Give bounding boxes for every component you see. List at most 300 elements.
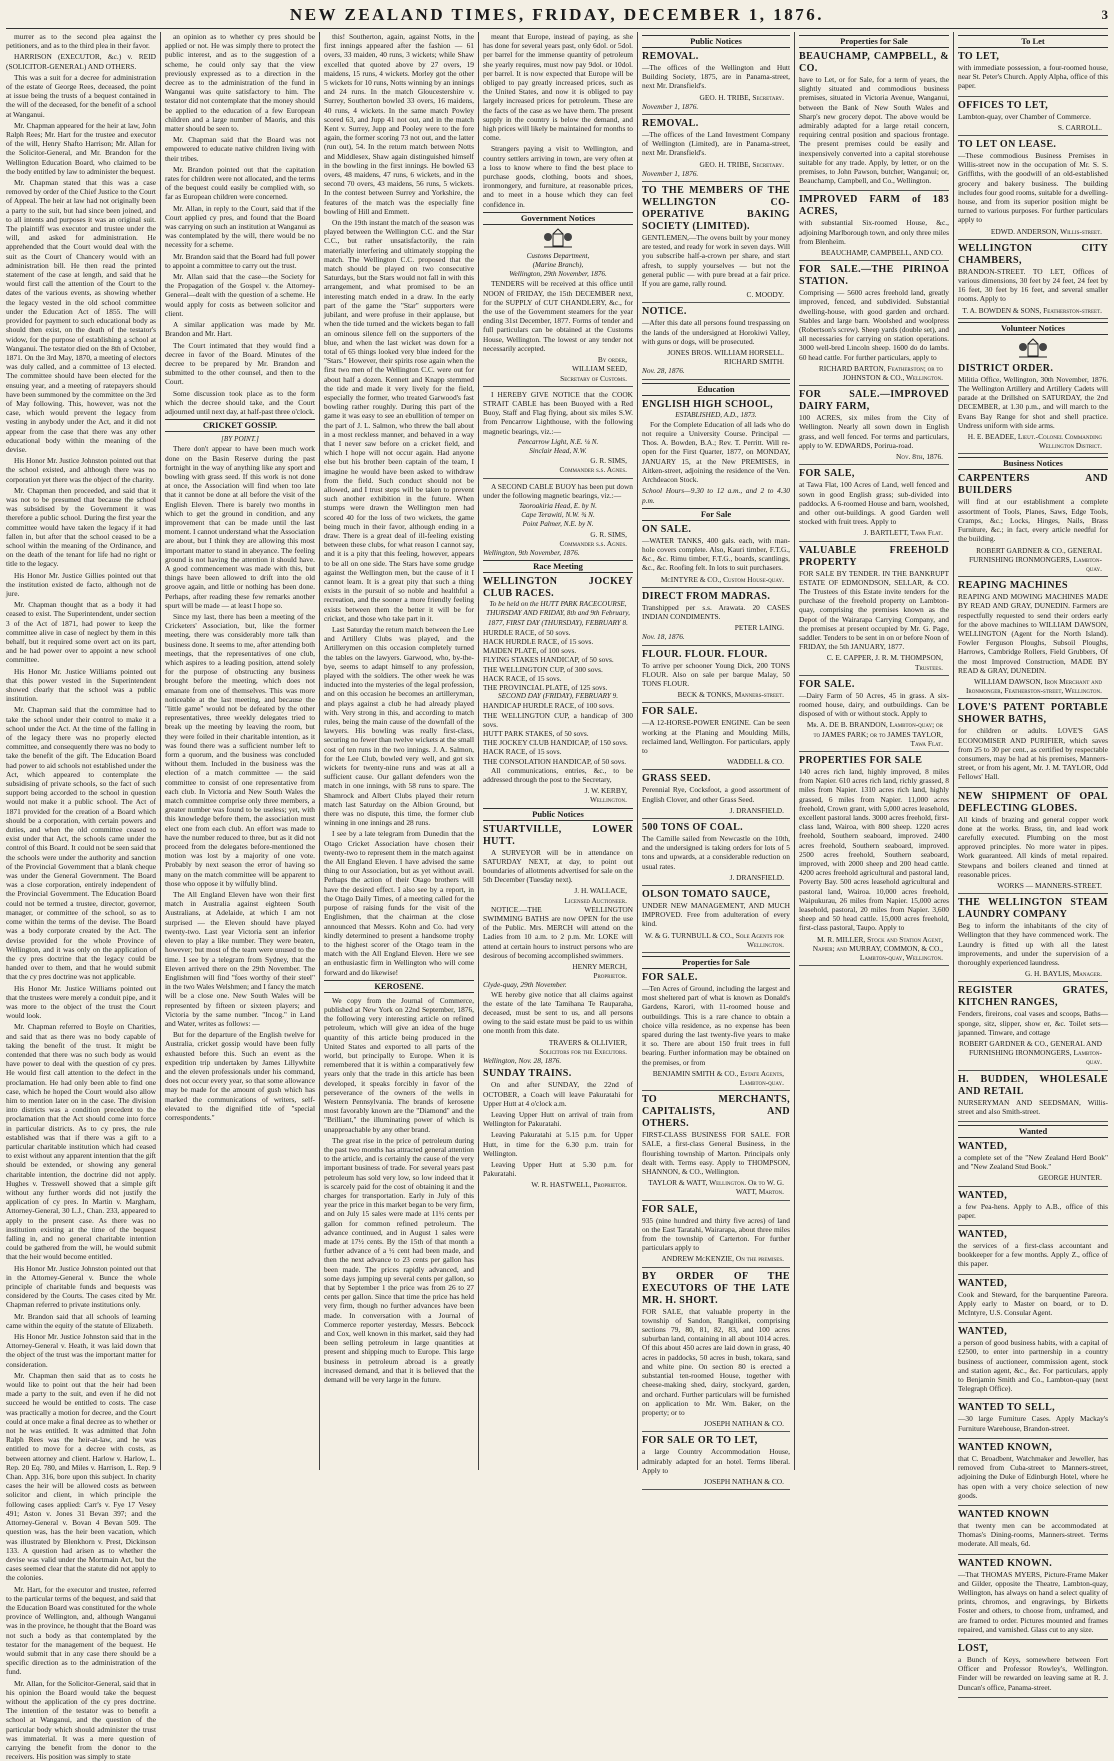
article-paragraph: murrer as to the second plea against the petitioners, and as to the third plea in their favor. xyxy=(6,32,156,51)
section-heading: Properties for Sale xyxy=(642,956,790,969)
race-event: THE WELLINGTON CUP, of 300 sovs. xyxy=(483,664,603,674)
ad-heading: REMOVAL. xyxy=(642,51,699,62)
advertisement xyxy=(958,1326,1108,1399)
ad-heading: FOR SALE, xyxy=(642,1203,698,1215)
ad-body: GENTLEMEN,—The ovens built by your money are tested, and ready for work in seven days. Will you subscribe half-a-crown per share, and start afresh, to supply yourselves — but not the general public — with pure bread at a fair price. If you are game, rally round. xyxy=(642,233,790,289)
article-paragraph: His Honor Mr. Justice Williams pointed out that this power vested in the Superintendent showed clearly that the school was a public institution. xyxy=(6,666,156,704)
ad-heading: ON SALE. xyxy=(642,523,692,535)
ad-body: 100 ACRES, six miles from the City of Wellington. Nearly all sown down in English grass, and well fenced. For terms and particulars, apply to W. EDWARDS, Porirua-road. xyxy=(799,413,949,450)
ad-signature: S. CARROLL. xyxy=(1057,122,1102,132)
customs-date: Wellington, 29th November, 1876. xyxy=(509,270,607,279)
article-paragraph: Mr. Brandon pointed out that the capitation rates for children were not allocated, and the terms of the bequest could easily be complied with, so far as European children were concerned. xyxy=(165,164,316,202)
ad-heading: GRASS SEED. xyxy=(642,773,711,785)
ad-heading: FOR SALE OR TO LET, xyxy=(642,1435,758,1447)
ad-heading: FOR SALE. xyxy=(642,706,698,718)
ad-heading: FOR SALE. xyxy=(799,678,855,690)
advertisement xyxy=(958,1278,1108,1324)
column-7 xyxy=(958,32,1109,1692)
article-paragraph: Mr. Chapman thought that as a body it had ceased to exist. The Superintendent, under section 3 of the Act of 1871, had power to keep the committee alive in case of neglect by them in this behalf, but it required some overt act on its part, and he had power over to appoint a new school committee. xyxy=(6,600,156,665)
advertisement xyxy=(642,118,790,182)
advertisement xyxy=(958,243,1108,319)
race-note: All communications, entries, &c., to be addressed through the post to the Secretary, xyxy=(483,765,633,785)
ad-body: Cook and Steward, for the barquentine Pareora. Apply early to Master on board, or to D. McIntyre, U.S. Consular Agent. xyxy=(958,1289,1108,1318)
ad-heading: IMPROVED FARM of 183 ACRES, xyxy=(799,194,949,218)
ad-heading: FOR SALE, xyxy=(799,468,855,480)
advertisement xyxy=(958,100,1108,136)
ad-signature: RICHARD BARTON, Featherston; or to JOHNSTON & CO., Wellington. xyxy=(818,363,943,383)
byline: [BY POINT.] xyxy=(221,435,259,444)
ad-signature: BEAUCHAMP, CAMPBELL, AND CO. xyxy=(821,248,943,258)
trains-line: Leaving Pakuratahi at 5.15 p.m. for Upper Hutt, in time for the 6.30 p.m. train for Wellington. xyxy=(483,1130,633,1158)
advertisement xyxy=(642,773,790,819)
advertisement xyxy=(958,985,1108,1070)
buoy-title: Commander s.s. Agnes. xyxy=(559,465,627,475)
stuart-sig: J. H. WALLACE, xyxy=(574,886,627,896)
ad-signature: WORKS — MANNERS-STREET. xyxy=(997,880,1102,890)
ad-heading: 500 TONS OF COAL. xyxy=(642,821,744,833)
baths-notice: NOTICE.—THE WELLINGTON SWIMMING BATHS are now OPEN for the use of the Public. Mrs. MERCH will attend on the Ladies from 10 a.m. to 2 p.m. Mr. LOKE will attend at certain hours to instruct persons who are desirous of becoming accomplished swimmers. xyxy=(483,904,633,960)
article-paragraph: Mr. Chapman then proceeded, and said that it was not to be presumed that because the school was subsidised by the Government it was therefore a public school. During the first year the committee would have taken the legacy if it had fallen in, but after that the school ceased to be a school within the meaning of the Ordinance, and on the death of the tenant for life had no right or title to the legacy. xyxy=(6,485,156,569)
section-heading: Race Meeting xyxy=(483,560,633,573)
school-heading: ENGLISH HIGH SCHOOL, xyxy=(642,398,774,410)
ad-heading: TO THE MEMBERS OF THE WELLINGTON CO-OPERATIVE BAKING SOCIETY (LIMITED). xyxy=(642,185,790,233)
section-heading: Properties for Sale xyxy=(799,35,949,48)
ad-signature: WADDELL & CO. xyxy=(727,757,784,767)
ad-signature: C. MOODY. xyxy=(746,290,784,300)
advertisement xyxy=(799,755,949,966)
article-paragraph: Some discussion took place as to the form which the decree should take, and the Court adjourned until next day, at half-past three o'clock. xyxy=(165,388,315,416)
column-rule xyxy=(637,32,638,1470)
customs-body: TENDERS will be received at this office until NOON of FRIDAY, the 15th DECEMBER next, for the SUPPLY of CUT CHANDLERY, &c., for the use of the Government steamers for the year ending 31st December, 1877. Forms of tender and full particulars can be obtained at the Customs House, Wellington. The lowest or any tender not necessarily accepted. xyxy=(483,279,633,353)
article-paragraph: Mr. Allan, for the Solicitor-General, said that in his opinion the Board would take the bequest without the application of the cy pres doctrine. The intention of the testator was to benefit a school at Wanganui, and the question of the particular body which should administer the trust was immaterial. It was a mere question of carrying the benefit from the donor to the receivers. His position was simply to state xyxy=(6,1678,156,1761)
advertisement xyxy=(799,468,949,541)
ad-heading: NEW SHIPMENT OF OPAL DEFLECTING GLOBES. xyxy=(958,790,1108,814)
ad-body: NURSERYMAN AND SEEDSMAN, Willis-street and also Smith-street. xyxy=(958,1097,1108,1116)
bearing: Pencarrow Light, N.E. ¼ N. xyxy=(517,437,599,446)
ad-signature: J. DRANSFIELD. xyxy=(729,872,784,882)
ad-heading: BEAUCHAMP, CAMPBELL, & CO. xyxy=(799,51,949,74)
ad-heading: DIRECT FROM MADRAS. xyxy=(642,590,771,602)
ad-body: Fenders, fireirons, coal vases and scoops, Baths—sponge, sitz, slipper, show er, &c. Toilet sets—japanned. Tinware, and cottage xyxy=(958,1009,1108,1037)
ad-signature: GEO. H. TRIBE, Secretary. xyxy=(699,92,784,102)
ad-body: —The offices of the Wellington and Hutt Building Society, 1875, are in Panama-street, next Mr. Dransfield's. xyxy=(642,63,790,91)
ad-signature: J. BARTLETT, Tawa Flat. xyxy=(863,528,943,538)
buoy2-date: Wellington, 9th November, 1876. xyxy=(483,547,580,557)
advertisement xyxy=(642,1094,790,1200)
ad-signature: ROBERT GARDNER & CO., GENERAL AND FURNISHING IRONMONGERS, Lambton-quay. xyxy=(958,1039,1102,1067)
advertisement xyxy=(642,706,790,770)
column-rule xyxy=(953,32,954,1470)
ad-heading: OLSON TOMATO SAUCE, xyxy=(642,888,771,900)
buoy2-notice: A SECOND CABLE BUOY has been put down under the following magnetic bearings, viz.:— xyxy=(483,481,633,500)
section-heading: For Sale xyxy=(642,508,790,521)
section-heading: Wanted xyxy=(958,1125,1108,1138)
article-paragraph: There don't appear to have been much work done on the Basin Reserve during the past fortnight in the way of anything like any sport and bowling with grass seed. If this work is not done at once, the Association will find when too late that it cannot be done at all before the visit of the English Eleven. There is barely two months in which to get the ground in condition, and any improvement that can be made until the last moment. I cannot understand what the Association are about, but I think they are allowing this most important matter to stand in abeyance. The feeling ground is not having the attention it should have. A good commencement was made with this, but things have been allowed to drift into the old groove again, and little or nothing has been done. Perhaps, after reading these few remarks another spurt will be made — at least I hope so. xyxy=(165,444,315,610)
baths-title: Proprietor. xyxy=(593,971,627,981)
ad-body: at Tawa Flat, 100 Acres of Land, well fenced and sown in good English grass; sub-divided into paddocks. A 6-roomed House and barn, woolshed, and other out-buildings. A good Garden well stocked with fruit trees. Apply to xyxy=(799,480,949,527)
ad-heading: WANTED KNOWN xyxy=(958,1508,1050,1520)
section-heading: Government Notices xyxy=(483,212,633,225)
ad-heading: FLOUR. FLOUR. FLOUR. xyxy=(642,648,768,660)
customs-sig: WILLIAM SEED, xyxy=(571,364,627,374)
ad-body: FIRST-CLASS BUSINESS FOR SALE. FOR SALE, a first-class General Business, in the flourishing township of Marton. Principals only dealt with. Terms easy. Apply to THOMPSON, SHANNON, & CO., Wellington. xyxy=(642,1130,790,1177)
ad-heading: WANTED, xyxy=(958,1141,1008,1153)
ad-body: Transhipped per s.s. Arawata. 20 CASES INDIAN CONDIMENTS. xyxy=(642,602,790,621)
advertisement xyxy=(642,822,790,886)
royal-crest-icon xyxy=(539,228,577,250)
ad-heading: REMOVAL. xyxy=(642,118,699,130)
article-paragraph: an opinion as to whether cy pres should be applied or not. He was simply there to protect the public interest, and as to the suggestion of a scheme, he could only say that the view previously expressed as to a direction in the decree as to the administration of the fund in Wanganui was quite satisfactory to him. The testator did not contemplate that the money should be applied to the education of a few European children and a large number of Maoris, and this matter should be seen to. xyxy=(165,32,315,134)
ad-heading: H. BUDDEN, WHOLESALE AND RETAIL xyxy=(958,1073,1108,1097)
ad-body: —That THOMAS MYERS, Picture-Frame Maker and Gilder, opposite the Theatre, Lambton-quay, Wellington, has always on hand a select quality of prints, chromos, and engravings, by Birketts Foster and others, to choose from, unframed, and are framed to order. Pictures mounted and frames repaired, and varnished. Glass cut to any size. xyxy=(958,1569,1108,1634)
ad-heading: TO LET ON LEASE. xyxy=(958,139,1057,151)
ad-body: Beg to inform the inhabitants of the city of Wellington that they have commenced work. The Laundry is fitted up with all the latest improvements, and under the supervision of a thoroughly experienced laundress. xyxy=(958,921,1108,967)
advertisement xyxy=(799,679,949,752)
race-second: SECOND DAY (FRIDAY), FEBRUARY 9. xyxy=(497,692,619,701)
ad-signature: BECK & TONKS, Manners-street. xyxy=(677,690,784,700)
ad-heading: REAPING MACHINES xyxy=(958,580,1069,592)
race-event: THE JOCKEY CLUB HANDICAP, of 150 sovs. xyxy=(483,738,628,748)
ad-signature: G. H. BAYLIS, Manager. xyxy=(1024,969,1102,979)
ad-body: The Camille sailed from Newcastle on the 10th, and the undersigned is taking orders for lots of 5 tons and upwards, at a considerable reduction on usual rates. xyxy=(642,833,790,871)
ad-body: —After this date all persons found trespassing on the lands of the undersigned at Horokiwi Valley, with guns or dogs, will be prosecuted. xyxy=(642,318,790,346)
ad-body: All kinds of brazing and general copper work done at the works. Brass, tin, and lead work carefully executed. Plumbing on the most approved principles. No more water in pipes. Work guaranteed. All kinds of metal repaired. Stewpans and boilers cleaned and tinned at reasonable prices. xyxy=(958,814,1108,879)
ad-heading: PROPERTIES FOR SALE xyxy=(799,754,923,766)
trains-sig: W. R. HASTWELL, Proprietor. xyxy=(531,1180,627,1190)
ad-heading: NOTICE. xyxy=(642,306,687,318)
advertisement xyxy=(958,1643,1108,1698)
column-4 xyxy=(483,32,633,1470)
masthead-title: NEW ZEALAND TIMES, FRIDAY, DECEMBER 1, 1876. xyxy=(289,5,825,24)
advertisement xyxy=(958,1074,1108,1122)
school-sub: ESTABLISHED, A.D., 1873. xyxy=(675,410,757,419)
column-rule xyxy=(319,32,320,1470)
section-heading: CRICKET GOSSIP. xyxy=(165,419,315,432)
article-paragraph: Mr. Brandon said that all schools of learning came within the equity of the statute of Elizabeth. xyxy=(6,1311,156,1330)
article-paragraph: this! Southerton, again, against Notts, in the first innings appeared after the fashion — 61 overs, 33 maiden, 40 runs, 3 wickets; while Shaw excelled that quoted above by 27 overs, 19 maidens, 15 runs, 4 wickets. Morley got the other 5 wickets for 10 runs, Notts winning by an innings and 24 runs. In the match Gloucestershire v. Surrey, Southerton bowled 33 overs, 16 maidens, 40 runs, 4 wickets. In the same match Powley scored 63, and Jupp 41 not out, and in the match Kent v. Surrey, Jupp and Pooley were to the fore again, the former scoring 73 not out, and the latter (run out), 54. In the return match between Notts and Middlesex, Shaw again distinguished himself in the bowling in the first innings. He bowled 63 overs, 48 maidens, 47 runs, 6 wickets, and in the second 70 overs, 43 maidens, 56 runs, 5 wickets. In the contest between Surrey and Yorkshire, the features of the match was the especially fine bowling of Hill and Emmett. xyxy=(324,32,474,216)
advertisement xyxy=(958,1509,1108,1555)
ad-signature: M. R. MILLER, Stock and Station Agent, Napier; and MURRAY, COMMON, & CO., Lambton-quay, Wellington. xyxy=(812,934,943,963)
buoy-notice: I HEREBY GIVE NOTICE that the COOK STRAIT CABLE has been Buoyed with a Red Buoy, Staff and Flag flying, about six miles S.W. from Pencarrow Lighthouse, with the following magnetic bearings, viz.:— xyxy=(483,389,633,436)
buoy2-title: Commander s.s. Agnes. xyxy=(559,538,627,548)
ad-heading: WANTED, xyxy=(958,1229,1008,1241)
trains-line: Leaving Upper Hutt at 5.30 p.m. for Pakuratahi. xyxy=(483,1159,633,1179)
advertisement xyxy=(642,972,790,1091)
ad-heading: FOR SALE. xyxy=(642,972,698,983)
advertisement xyxy=(958,580,1108,699)
article-paragraph: His Honor Mr. Justice Johnston said that in the Attorney-General v. Heath, it was laid down that the object of the trust was the important matter for consideration. xyxy=(6,1332,156,1369)
ad-body: have to Let, or for Sale, for a term of years, the slightly situated and commodious business premises, situated in Victoria Avenue, Wanganui, between the Bank of New South Wales and Sharp's new grocery depot. The above would be admirably adapted for a large retail concern, requiring central position and spacious frontage. The present premises could be easily and inexpensively converted into a capital storehouse suitable for any trade. Apply, by letter, or on the premises, to John Pawson, butcher, Wanganui; or, Beauchamp, Campbell, and Co., Wellington. xyxy=(799,75,949,186)
ad-date: Nov. 18, 1876. xyxy=(642,632,685,642)
baths-sig: HENRY MERCH, xyxy=(572,962,627,972)
article-paragraph: Mr. Chapman then said that as to costs he would like to point out that the heir had been made a party to the suit, and even if he did not succeed he would be entitled to costs. The case was practically a motion for decree, and the Court could at once make a final decree as to whether or not he was entitled. It was admitted that John Ralph Rees was the heir-at-law, and he was entitled to move for a decree with costs, as between attorney and client. Harlow v. Harlow, L. Rep. 20 Eq. 780, and Miles v. Harrison, L. Rep. 9 Chan. App. 316, bore upon this subject. In charity cases the heir will be allowed costs as between solicitor and client, in which principle the following cases applied: Carr's v. Fye 17 Vesey 491; Aston v. Jones 31 Bevan 397; and the Attorney-General v. Bovan 4 Bevan 509. The question was, has the heir been vacation, which was illustrated by Blenkhorn v. Prest, Dickinson 133. A question had arisen as to whether the devise was valid under the Mortmain Act, but the cases seemed clear that the statute did not apply to the colonies. xyxy=(6,1370,156,1583)
ad-signature: J. DRANSFIELD. xyxy=(729,805,784,815)
advertisement xyxy=(799,389,949,465)
ad-heading: WANTED KNOWN. xyxy=(958,1557,1053,1569)
ad-heading: FOR SALE.—IMPROVED DAIRY FARM, xyxy=(799,389,949,413)
advertisement xyxy=(799,51,949,191)
ad-body: —Ten Acres of Ground, including the largest and most sheltered part of what is known as Donald's Gardens, Karori, with 11-roomed house and outbuildings. This is a rare chance to obtain a choice villa residence, as no expense has been spared during the last twenty-five years to make it so. There are about 150 fruit trees in full bearing. Further information may be obtained on the premises, or from xyxy=(642,984,790,1067)
ad-heading: DISTRICT ORDER. xyxy=(958,362,1054,374)
buoy2-sig: G. R. SIMS, xyxy=(590,529,627,539)
article-paragraph: Mr. Chapman stated that this was a case removed by order of the Chief Justice to the Court of Appeal. The heir at law had not originally been a party to the suit, but had since been joined, and to all intents and purposes it was an original suit. The plaintiff was executor and trustee under the will, and asked for administration. He apprehended that the Court would deal with the suit as the Court of Chancery would with an administration bill. He then read the printed statement of the case at length, and said that he would first call the attention of the Court to the dates of the various events, as showing whether the legacy vested in the old school committee under the Education Act of 1855. The will provided for payment to such educational body as should then exist, on the death of the testator's widow, for the purpose of establishing a school at Wanganui. The testator died on the 8th of October, 1871. On the 3rd May, 1870, a meeting of electors was duly called, and a committee of 13 elected. The committee should have been elected for the ensuing year, and a meeting of ratepayers should have been summoned by the committee on the 3rd of May following. This, however, was not the case, which would prevent the legacy from vesting in anybody under the Act, and it did not appear from the case that there was any other educational body within the meaning of the devise. xyxy=(6,178,156,454)
race-event: HURDLE RACE, of 50 sovs. xyxy=(483,627,571,637)
ad-body: —WATER TANKS, 400 gals. each, with man-hole covers complete. Also, Kauri timber, F.T.G., &c., &c. Rimu timber, F.T.G., boards, scantlings, &c., &c. Roofing felt. In lots to suit purchasers. xyxy=(642,535,790,573)
article-paragraph: Mr. Allan, in reply to the Court, said that if the Court applied cy pres, and found that the Board was carrying on such an institution at Wanganui as was contemplated by the will, there would be no necessity for a scheme. xyxy=(165,203,315,250)
customs-sub: (Marine Branch), xyxy=(532,261,584,270)
customs-title: Secretary of Customs. xyxy=(560,373,627,383)
advertisement xyxy=(642,306,790,379)
ad-signature: C. E. CAPPER, J. R. M. THOMPSON, Trustees. xyxy=(826,653,943,672)
ad-heading: WANTED, xyxy=(958,1189,1008,1201)
advertisement xyxy=(642,185,790,303)
ad-signature: ROBERT GARDNER & CO., GENERAL FURNISHING IRONMONGERS, Lambton-quay. xyxy=(968,545,1102,573)
advertisement xyxy=(642,1271,790,1433)
ad-body: Militia Office, Wellington, 30th November, 1876. The Wellington Artillery and Artillery Cadets will parade at the Drillshed on SATURDAY, the 2nd DECEMBER, at 1.30 p.m., and will march to the Evans Bay Range for shot and shell practice. Undress uniform with side arms. xyxy=(958,374,1108,430)
ad-body: FOR SALE BY TENDER. IN THE BANKRUPT ESTATE OF EDMONDSON, SELLAR, & CO. The Trustees of this Estate invite tenders for the purchase of the freehold property on Lambton-quay, comprising the premises known as the Depot of the Wairarapa Carrying Company, and the premises at present occupied by Mr. G. Page, saddler. Tenders to be sent in on or before Noon of FRIDAY, the 5th JANUARY, 1877. xyxy=(799,568,949,652)
article-paragraph: His Honor Mr. Justice Johnston pointed out that in the Attorney-General v. Bunce the whole principle of charitable funds and bequests was considered by the Courts. The cases cited by Mr. Chapman referred to private institutions only. xyxy=(6,1263,156,1310)
article-paragraph: On the 19th instant the match of the season was played between the Wellington C.C. and the Star C.C., but rather unsatisfactorily, the rain materially interfering and ultimately stopping the match. The Wellington C.C. proposed that the match should be played on two consecutive Saturdays, but the Stars would not fall in with this arrangement, and what promised to be an interesting match ended in a draw. In the early part of the game the "Star" supporters were jubilant, and were profuse in their applause, but when the tide turned and the wickets began to fall an ominous silence fell on the supporters of the blue, and when the last wicket was down for a total of 65 things looked very blue indeed for the "Stars." However, their spirits rose again when the first two men of the Wellington C.C. were out for about half a dozen. Kennett and Knapp stemmed the tide and made it very lively for the field, especially the former, who treated Garwood's fast bowling rather roughly. During this part of the game it was easy to see an ebullition of temper on the part of J. L. Salmon, who threw the ball about in a most reckless manner, and behaved in a way that I never saw before on a cricket field, and which I hope will not occur again. Had anyone else but his brother been captain of the team, I imagine he would have been asked to withdraw from the field. Such conduct should not be allowed, and I trust steps will be taken to prevent such another exhibition in the future. When stumps were drawn the Wellington men had scored 40 for the loss of two wickets, the game being much in their favor, although ending in a draw. There is a great deal of ill-feeling existing between these clubs, for what reason I cannot say, and it is a pity that this feeling, however, appears to be all on one side. The Stars have some grudge against the Wellington men, but the cause of it I cannot learn. It is a great pity that such a thing exists in the pursuit of so noble and healthful a recreation, and the sooner a more friendly feeling exists between them the better it will be for cricket, and those who take part in it. xyxy=(324,218,474,623)
ad-body: will find at our establishment a complete assortment of Tools, Planes, Saws, Edge Tools, Cramps, &c.; Locks, Hinges, Nails, Brass Furniture, &c.; in fact, every article needful for the building. xyxy=(958,497,1108,544)
school-hours: School Hours—9.30 to 12 a.m., and 2 to 4.30 p.m. xyxy=(642,486,790,505)
ad-heading: REGISTER GRATES, KITCHEN RANGES, xyxy=(958,985,1108,1009)
column-rule xyxy=(794,32,795,1470)
ad-body: 140 acres rich land, highly improved, 8 miles from Napier. 610 acres rich land, richly grassed, 8 miles from Napier. 1310 acres rich land, highly grassed, 6 miles from Napier. 11,000 acres freehold, Crown grant, with 5,000 acres leasehold, excellent pastoral lands. 3000 acres freehold, first-class land, Wairoa, with 800 sheep. 1220 acres freehold, Southern seaboard, improved. 2400 acres freehold, Southern seaboard, improved. 2500 acres freehold, Southern seaboard, improved, with 2000 sheep and 200 head cattle. 4200 acres freehold agricultural and pastoral land, Poverty Bay. 500 acres leasehold agricultural and pastoral land, Wairoa. 10,000 acres freehold, Waipukurau, 26 miles from Napier. 15,000 acres leasehold, pastoral, 20 miles from Napier. 3,600 sheep and 50 head cattle. 15,000 acres freehold, first-class pastoral, Taupo. Apply to xyxy=(799,766,949,933)
masthead xyxy=(6,5,1108,29)
ad-date: November 1, 1876. xyxy=(642,101,699,111)
buoy-sig: G. R. SIMS, xyxy=(590,456,627,466)
article-paragraph: Mr. Chapman referred to Boyle on Charities, and said that as there was no body capable of taking the benefit of the trust. It might be contended that there was no such body as would have power to deal with the question of cy pres. He would first call attention to the defect in the proclamation. He had only been able to find one case, which he hoped the Court would also allow him to mention later on in the case. The division into districts was a condition precedent to the proclamation that the Act should come into force in particular districts. As to cy pres, the rule established was that if there was a gift to a particular charitable institution which had ceased to exist without any apparent intention that the gift should be extended, or showing any general charitable intention, the doctrine did not apply. Hughes v. Tresswell showed that a simple gift without any further words did not justify the application of cy pres. In Martin v. Margham, Attorney-General, 30 L.J., Chan. 233, appeared to apply to the present case. As there was no institution existing at the time of the bequest falling in, and no general charitable intention could be gathered from the will, he would submit that the heir would become entitled. xyxy=(6,1022,156,1262)
article-paragraph: His Honor Mr. Justice Gillies pointed out that the institution existed de facto, although not de jure. xyxy=(6,570,156,598)
ad-heading: FOR SALE.—THE PIRINOA STATION. xyxy=(799,264,949,288)
stuart-heading: STUARTVILLE, LOWER HUTT. xyxy=(483,823,633,847)
advertisement xyxy=(958,1190,1108,1226)
section-heading: To Let xyxy=(958,35,1108,48)
column-5 xyxy=(642,32,790,1486)
article-paragraph: Mr. Brandon said that the Board had full power to appoint a committee to carry out the trust. xyxy=(165,251,315,270)
ad-body: —A 12-HORSE-POWER ENGINE. Can be seen working at the Planing and Moulding Mills, reclaimed land, Wellington. For particulars, apply to xyxy=(642,718,790,755)
advertisement xyxy=(958,363,1108,455)
ad-body: a person of good business habits, with a capital of £2500, to enter into partnership in a country business of auctioneer, commission agent, stock and station agent, &c., &c. For particulars, apply to Benjamin Smith and Co., Lambton-quay (next Telegraph Office). xyxy=(958,1338,1108,1394)
article-paragraph: The All England Eleven have won their first match in Australia against eighteen South Australians, at Adelaide, at which I am not surprised — the Eleven should have played twenty-two. Last year Victoria sent an inferior eleven to play a like number. They were beaten, however; but most of the team were unused to the time. I see by a telegram from Sydney, that the Eleven arrived there on the 29th November. The Englishmen will find "foes worthy of their steel" in the two Wales Welshmen; and I fancy the match will be a close one. New South Wales will be represented by fifteen or sixteen players; and Victoria by the same number. "Incog." in Land and Water, writes as follows: — xyxy=(165,890,315,1028)
ad-signature: JONES BROS. WILLIAM HORSELL. RICHARD SMITH. xyxy=(667,348,784,367)
ad-body: REAPING AND MOWING MACHINES MADE BY READ AND GRAY, DUNEDIN. Farmers are respectfully requested to send their orders early for the above machines to WILLIAM DAWSON, WELLINGTON (Agent for the North Island). Fowler Ferguson Ploughs, Subsoil Ploughs, Harrows, Cambridge Rollers, Field Grubbers, Of the most Improved Construction, MADE BY READ & GRAY, DUNEDIN. xyxy=(958,592,1108,675)
race-heading: WELLINGTON JOCKEY CLUB RACES. xyxy=(483,576,633,600)
article-paragraph: meant that Europe, instead of paying, as she has done for several years past, only 6dol. or 5dol. per barrel for the immense quantity of petroleum she yearly requires, must now pay 9dol. or 10dol. per barrel. It is now expected that Europe will be obliged to pay greatly increased prices, such as the United States, and now it is obliged to pay largely increased prices for petroleum. These are the facts of the case as we have them. The present supply in the country is below the demand, and high prices will likely be maintained for months to come. xyxy=(483,32,633,143)
ad-body: for children or adults. LOVE'S GAS ECONOMISER AND PURIFIER, which saves from 25 to 30 per cent., as certified by respectable consumers, may be had at his premises, Manners-street, or from his agent, Mr. J. M. TAYLOR, Odd Fellows' Hall. xyxy=(958,726,1108,782)
claims-notice: WE hereby give notice that all claims against the estate of the late Tamihana Te Rauparaha, deceased, must be sent to us, and all persons owing to the said estate must be paid to us within one month from this date. xyxy=(483,989,633,1036)
race-place: Wellington. xyxy=(589,795,627,805)
bearing: Point Palmer, N.E. by N. xyxy=(522,520,594,529)
advertisement xyxy=(642,649,790,704)
ad-body: BRANDON-STREET. TO LET, Offices of various dimensions, 30 feet by 24 feet, 24 feet by 16 feet, 30 feet by 16 feet, and several smaller rooms. Apply to xyxy=(958,266,1108,304)
advertisement xyxy=(642,524,790,588)
advertisement xyxy=(642,889,790,953)
race-dates: THURSDAY AND FRIDAY, 8th and 9th February, 1877, FIRST DAY (THURSDAY), FEBRUARY 8. xyxy=(486,609,630,627)
race-event: THE PROVINCIAL PLATE, of 125 sovs. xyxy=(483,682,608,692)
race-sub: To be held on the HUTT PARK RACECOURSE, xyxy=(489,600,627,609)
ad-heading: TO LET, xyxy=(958,51,1000,62)
advertisement xyxy=(958,1229,1108,1275)
ad-heading: BY ORDER OF THE EXECUTORS OF THE LATE MR. H. SHORT. xyxy=(642,1270,790,1306)
section-heading: Volunteer Notices xyxy=(958,322,1108,335)
ad-body: the services of a first-class accountant and bookkeeper for a few months. Apply Z., office of this paper. xyxy=(958,1241,1108,1269)
race-event: HACK RACE, of 15 sovs. xyxy=(483,747,562,757)
ad-signature: H. E. BEADEE, Lieut.-Colonel Commanding Wellington District. xyxy=(967,432,1102,451)
ad-heading: OFFICES TO LET, xyxy=(958,99,1049,111)
column-3 xyxy=(324,32,474,1470)
section-heading: Public Notices xyxy=(642,35,790,48)
bearing: Sinclair Head, N.W. xyxy=(529,446,587,455)
article-paragraph: This was a suit for a decree for administration of the estate of George Rees, deceased, the point at issue being the trusts of a bequest contained in the will of the deceased, for the benefit of a school at Wanganui. xyxy=(6,72,156,119)
ad-signature: PETER LAING. xyxy=(734,623,784,633)
advertisement xyxy=(642,1204,790,1268)
bearing: Cape Terawiti, N.W. ¾ N. xyxy=(521,511,595,520)
ad-signature: JOSEPH NATHAN & CO. xyxy=(703,1476,784,1486)
ad-body: Lambton-quay, over Chamber of Commerce. xyxy=(958,111,1091,121)
article-paragraph: I see by a late telegram from Dunedin that the Otago Cricket Association have chosen their twenty-two to represent them in the match against the All England Eleven. I have advised the same thing to our Association, but as yet without avail. Perhaps the action of their Otago brothers will have the desired effect. I also see by a report, in the Otago Daily Times, of a meeting called for the purpose of raising funds for the visit of the Englishmen, that the chairman at the close announced that Messrs. Kohn and Co. had very kindly determined to present a handsome trophy to the highest scorer of the Otago team in the match with the All England Eleven. Here we see an enthusiastic firm in Wellington who will come forward and do likewise! xyxy=(324,829,474,977)
ad-signature: Mr. A. DE B. BRANDON, Lambton-quay; or to JAMES PARK; or to JAMES TAYLOR, Tawa Flat. xyxy=(806,720,943,748)
article-paragraph: Last Saturday the return match between the Lee and Artillery Clubs was played, and the Artillerymen on this occasion completely turned the tables on the lawyers. Garwood, who, by-the-bye, seems to adapt himself to any profession, played with the soldiers. The other week he was inducted into the mysteries of the legal profession, and on this occasion he becomes an artilleryman, and plays against a club he had already played with. Very strong in this, and according to match rules, being the main cause of the downfall of the lawyers. His bowling was really first-class, securing no fewer than twelve wickets at the small cost of ten runs in the two innings. J. A. Salmon, for the Lee Club, bowled very well, and got six wickets for twenty-nine runs and was at all a sufficient cause. Our gallant defenders won the match in one innings, with 58 runs to spare. The Shamrock and Albert Clubs played their return match last Saturday on the Albion Ground, but there was no dispute, this time, the former club winning in one innings and 28 runs. xyxy=(324,625,474,828)
article-paragraph: Mr. Hart, for the executor and trustee, referred to the particular terms of the bequest, and said that the Education Board was constituted for the whole province of Wellington, and, although Wanganui was in the province, he thought that the Board was not such a body as that contemplated by the testator for the management of the bequest. He would submit that in any case there should be a specific direction as to the administration of the fund. xyxy=(6,1584,156,1677)
divider xyxy=(483,475,633,479)
article-paragraph: We copy from the Journal of Commerce, published at New York on 22nd September, 1876, the following very interesting article on refined petroleum, which will give an idea of the huge quantity of this article being produced in the United States and exported to all parts of the world, but principally to Europe. When it is remembered that it is within a comparatively few years only that the trade in this article has been developed, it speaks forcibly in favor of the perseverance of the owners of the wells in Western Pennsylvania. The brands of kerosene most favorably known are the "Diamond" and the "Brilliant," the illuminating power of which is unapproachable by any other brand. xyxy=(324,995,474,1134)
ad-heading: LOVE'S PATENT PORTABLE SHOWER BATHS, xyxy=(958,702,1108,726)
stuart-body: A SURVEYOR will be in attendance on SATURDAY NEXT, at day, to point out boundaries of allotments advertised for sale on the 5th December (Tuesday next). xyxy=(483,847,633,885)
race-event: HUTT PARK STAKES, of 50 sovs. xyxy=(483,729,589,738)
ad-signature: Nov. 8th, 1876. xyxy=(896,452,943,462)
race-sig: J. W. KERBY, xyxy=(584,786,627,796)
column-6 xyxy=(799,32,949,1470)
school-body: For the Complete Education of all lads who do not require a University Course. Principal — Thos. A. Bowden, B.A.; Rev. T. Perritt. Will re-open for the First Quarter, 1877, on MONDAY, JANUARY 15, at the New PREMISES, in Aitken-street, adjoining the residence of the Ven. Archdeacon Stock. xyxy=(642,419,790,485)
ad-signature: JOSEPH NATHAN & CO. xyxy=(703,1419,784,1429)
ad-date: November 1, 1876. xyxy=(642,168,699,178)
section-heading: Education xyxy=(642,383,790,396)
ad-heading: WANTED TO SELL, xyxy=(958,1402,1056,1414)
race-event: THE CONSOLATION HANDICAP, of 50 sovs. xyxy=(483,756,627,766)
claims-date: Wellington, Nov. 28, 1876. xyxy=(483,1056,562,1066)
trains-heading: SUNDAY TRAINS. xyxy=(483,1068,572,1080)
race-event: THE WELLINGTON CUP, a handicap of 300 sovs. xyxy=(483,710,633,729)
ad-signature: McINTYRE & CO., Custom House-quay. xyxy=(660,574,784,584)
article-paragraph: But for the departure of the English twelve for Australia, cricket gossip would have been fully exhausted before this. Such an event as the expedition trip undertaken by James Lillywhite and the eleven professionals under his command, does not occur every year, so that some allowance may be made for the amount of gush which has marked the communications of writers, self-elevated to the dignified title of "special correspondents." xyxy=(165,1030,315,1122)
article-paragraph: His Honor Mr. Justice Johnston pointed out that the school existed, and although there was no corporation yet there was the object of the charity. xyxy=(6,456,156,484)
ad-heading: WANTED KNOWN, xyxy=(958,1441,1053,1453)
baths-date: Clyde-quay, 29th November. xyxy=(483,980,567,990)
advertisement xyxy=(958,1402,1108,1438)
ad-date: Nov. 28, 1876. xyxy=(642,366,685,376)
ad-signature: ANDREW McKENZIE, On the premises. xyxy=(661,1254,784,1264)
advertisement xyxy=(958,1442,1108,1506)
ad-heading: TO MERCHANTS, CAPITALISTS, AND OTHERS. xyxy=(642,1094,790,1130)
stuart-title: Licensed Auctioneer. xyxy=(564,895,627,905)
article-paragraph: Mr. Chapman said that the Board was not empowered to educate native children living with their tribes. xyxy=(165,135,315,163)
ad-body: —These commodious Business Premises in Willis-street now in the occupation of Mr. S. S. Griffiths, with the goodwill of an old-established grocery and bakery business. The building includes four good rooms, suitable for a dwelling-house, and from its superior position might be turned to various purposes. For further particulars apply to xyxy=(958,151,1108,225)
article-paragraph: Strangers paying a visit to Wellington, and country settlers arriving in town, are very often at a loss to know where to find the best place to purchase goods, clothing, boots and shoes, ironmongery, and furniture, at reasonable prices, and to meet in a house which they can feel confidence in. xyxy=(483,144,633,209)
ad-body: —The offices of the Land Investment Company of Wellington (Limited), are in Panama-street, next Mr. Dransfield's. xyxy=(642,130,790,158)
advertisement xyxy=(642,591,790,646)
ad-heading: WELLINGTON CITY CHAMBERS, xyxy=(958,242,1108,266)
ad-body: with immediate possession, a four-roomed house, near St. Peter's Church. Apply Alpha, office of this paper. xyxy=(958,63,1109,91)
section-heading: Business Notices xyxy=(958,457,1108,470)
ad-heading: CARPENTERS AND BUILDERS xyxy=(958,473,1108,497)
ad-body: Perennial Rye, Cocksfoot, a good assortment of English Clover, and other Grass Seed. xyxy=(642,785,790,804)
article-paragraph: His Honor Mr. Justice Williams pointed out that the trustees were merely a conduit pipe, and it was more to the object of the trust the Court would look. xyxy=(6,983,156,1021)
advertisement xyxy=(642,51,790,115)
article-paragraph: HARRISON (EXECUTOR, &c.) v. REID (SOLICITOR-GENERAL) AND OTHERS. xyxy=(6,52,156,71)
ad-body: 935 (nine hundred and thirty five acres) of land on the East Taratahi, Wairarapa, about three miles from the township of Carterton. For further particulars apply to xyxy=(642,1215,790,1253)
column-rule xyxy=(160,32,161,1470)
ad-body: that twenty men can be accommodated at Thomas's Dining-rooms, Manners-street. Terms moderate. All meals, 6d. xyxy=(958,1520,1108,1549)
race-event: HANDICAP HURDLE RACE, of 100 sovs. xyxy=(483,701,614,711)
race-event: HACK HURDLE RACE, of 15 sovs. xyxy=(483,636,594,646)
ad-body: FOR SALE, that valuable property in the township of Sandon, Rangitikei, comprising sections 79, 80, 81, 82, 83, and 100 acres suburban land, containing in all about 1014 acres. Of this about 450 acres are laid down in grass, 40 acres in paddocks, 50 acres in bush, tokara, sand and white pine. On section 80 is erected a substantial ten-roomed House, together with cheese-making shed, dairy, stockyard, garden, and orchard. Further particulars will be furnished on application to Mr. Wm. Baker, on the property; or to xyxy=(642,1306,790,1417)
advertisement xyxy=(958,897,1108,982)
article-paragraph: Mr. Chapman appeared for the heir at law, John Ralph Rees; Mr. Hart for the trustee and executor of the will, Henry Shafto Harrison; Mr. Allan for the Solicitor-General, and Mr. Brandon for the Wellington Education Board, who claimed to be the body entitled by law to administer the bequest. xyxy=(6,120,156,176)
column-1 xyxy=(6,32,156,1761)
advertisement xyxy=(958,139,1108,240)
page-number: 3 xyxy=(1101,7,1108,22)
ad-signature: T. A. BOWDEN & SONS, Featherston-street. xyxy=(962,305,1102,315)
ad-heading: LOST, xyxy=(958,1642,989,1654)
section-heading: Public Notices xyxy=(483,808,633,821)
article-paragraph: The great rise in the price of petroleum during the past two months has attracted general attention to the article, and is certainly the cause of the very important business of trade. For several years past petroleum has sold very low, so low indeed that it is scarcely paid for the cost of obtaining it and the charges for transportation. Early in July of this year the price in this market began to be very firm, and on July 15 sales were made at 11½ cents per gallon for common refined petroleum. The advance continued, and in August 1 sales were made at 17½ cents. By the 15th of that month a further advance of a ½ cent had been made, and then the next advance to 23 cents per gallon has been made. The prices rapidly advanced, and some days jumping up several cents per gallon, so that by September 1 the price was from 26 to 27 cents per gallon. Since that time the price has held very firm, though no further advances have been made. In conversation with a Journal of Commerce reporter yesterday, Messrs. Bebcock and Cox, well known in this market, said they had been selling petroleum in large quantities at present and shipping much to Europe. This large business in petroleum abroad is a greatly increased demand, and that it is believed that the demand will be very large in the future. xyxy=(324,1135,475,1385)
ad-body: —Dairy Farm of 50 Acres, 45 in grass. A six-roomed house, dairy, and outbuildings. Can be disposed of with or without stock. Apply to xyxy=(799,690,949,719)
ad-heading: WANTED, xyxy=(958,1326,1008,1338)
ad-signature: TAYLOR & WATT, Wellington. Or to W. G. WATT, Marton. xyxy=(648,1178,784,1197)
advertisement xyxy=(642,1435,790,1490)
article-paragraph: Since my last, there has been a meeting of the Cricketers' Association, but, like the former meeting, there was considerably more talk than business done. It seems to me, after attending both meetings, that the representatives of one club, which aspires to a leading position, attend solely for the purpose of obstructing any business brought before the meeting, which does not emanate from one of themselves. This was more noticeable at the last meeting, and because the "little game" would not be defeated by the other representatives, three weekly delegates tried to break up the meeting by leaving the room, but they were foiled in their charitable intention, as it was found there was a sufficient number left to form a quorum, and the business was concluded without them. Included in the business was the election of a match committee — the said committee to consist of one representative from each club. In Victoria and New South Wales the match committee comprise only three members, a greater number was found to be useless; yet, with this knowledge before them, the association must elect one from each club. An effort was made to have the number reduced to three, but as it did not proceed from the delegates before-mentioned the motion was lost by a majority of one vote. Probably by next season the error of having so many on the match committee will be apparent to those who oppose it by wilfully blind. xyxy=(165,611,315,888)
ad-signature: WILLIAM DAWSON, Iron Merchant and Ironmonger, Featherston-street, Wellington. xyxy=(965,676,1102,696)
ad-signature: BENJAMIN SMITH & CO., Estate Agents, Lambton-quay. xyxy=(652,1068,784,1088)
column-rule xyxy=(478,32,479,1470)
advertisement xyxy=(958,1558,1108,1640)
article-paragraph: A similar application was made by Mr. Brandon and Mr. Hart. xyxy=(165,320,315,339)
ad-body: Comprising — 5600 acres freehold land, greatly improved, fenced, and subdivided. Substantial dwelling-house, with good garden and orchard. Stables and large barn. Woolshed and woolpress (Robertson's screw). Sheep yards (double set), and all necessaries for carrying on station operations. 3000 well-bred Lincoln sheep. 1600 do do lambs. 60 head cattle. For further particulars, apply to xyxy=(799,288,949,362)
advertisement xyxy=(958,702,1108,787)
customs-head: Customs Department, xyxy=(526,251,590,260)
ad-body: a few Pea-hens. Apply to A.B., office of this paper. xyxy=(958,1201,1108,1220)
bearing: Taoroakiria Head, E. by N. xyxy=(519,501,597,510)
ad-heading: WANTED, xyxy=(958,1277,1008,1289)
advertisement xyxy=(799,264,949,386)
ad-signature: W. & G. TURNBULL & CO., Sole Agents for Wellington. xyxy=(644,930,784,949)
advertisement xyxy=(799,545,949,676)
royal-crest-icon xyxy=(1014,338,1052,360)
advertisement xyxy=(958,791,1108,895)
ad-body: To arrive per schooner Young Dick, 200 TONS FLOUR. Also on sale per barque Malay, 50 TONS FLOUR. xyxy=(642,660,790,688)
trains-line: Leaving Upper Hutt on arrival of train from Wellington for Pakuratahi. xyxy=(483,1109,633,1129)
ad-signature: EDWD. ANDERSON, Willis-street. xyxy=(990,226,1102,236)
ad-body: —30 large Furniture Cases. Apply Mackay's Furniture Warehouse, Brandon-street. xyxy=(958,1414,1108,1433)
advertisement xyxy=(958,473,1108,577)
race-event: HACK RACE, of 15 sovs. xyxy=(483,673,562,683)
race-event: MAIDEN PLATE, of 100 sovs. xyxy=(483,646,577,656)
claims-sig: TRAVERS & OLLIVIER, xyxy=(548,1037,627,1047)
race-event: FLYING STAKES HANDICAP, of 50 sovs. xyxy=(483,655,614,665)
divider xyxy=(483,383,633,387)
article-paragraph: Mr. Allan said that the case—the Society for the Propagation of the Gospel v. the Attorney-General—dealt with the question of a scheme. He would apply for costs as between solicitor and client. xyxy=(165,272,315,318)
ad-body: that C. Broadbent, Watchmaker and Jeweller, has removed from Cuba-street to Manners-street, adjoining the Duke of Edinburgh Hotel, where he has open with a very choice selection of new goods. xyxy=(958,1453,1108,1500)
ad-body: with substantial Six-roomed House, &c., adjoining Marlborough town, and only three miles from Blenheim. xyxy=(799,218,949,246)
article-paragraph: The Court intimated that they would find a decree in favor of the Board. Minutes of the decree to be prepared by Mr. Brandon and submitted to the other counsel, and then to the Court. xyxy=(165,340,315,387)
customs-by: By order, xyxy=(597,355,627,365)
advertisement xyxy=(958,1141,1108,1187)
trains-body: On and after SUNDAY, the 22nd of OCTOBER, a Coach will leave Pakuratahi for Upper Hutt at 4 o'clock a.m. xyxy=(483,1080,633,1108)
ad-body: UNDER NEW MANAGEMENT, AND MUCH IMPROVED. Free from adulteration of every kind. xyxy=(642,900,790,929)
column-2 xyxy=(165,32,315,1470)
ad-heading: THE WELLINGTON STEAM LAUNDRY COMPANY xyxy=(958,897,1108,921)
